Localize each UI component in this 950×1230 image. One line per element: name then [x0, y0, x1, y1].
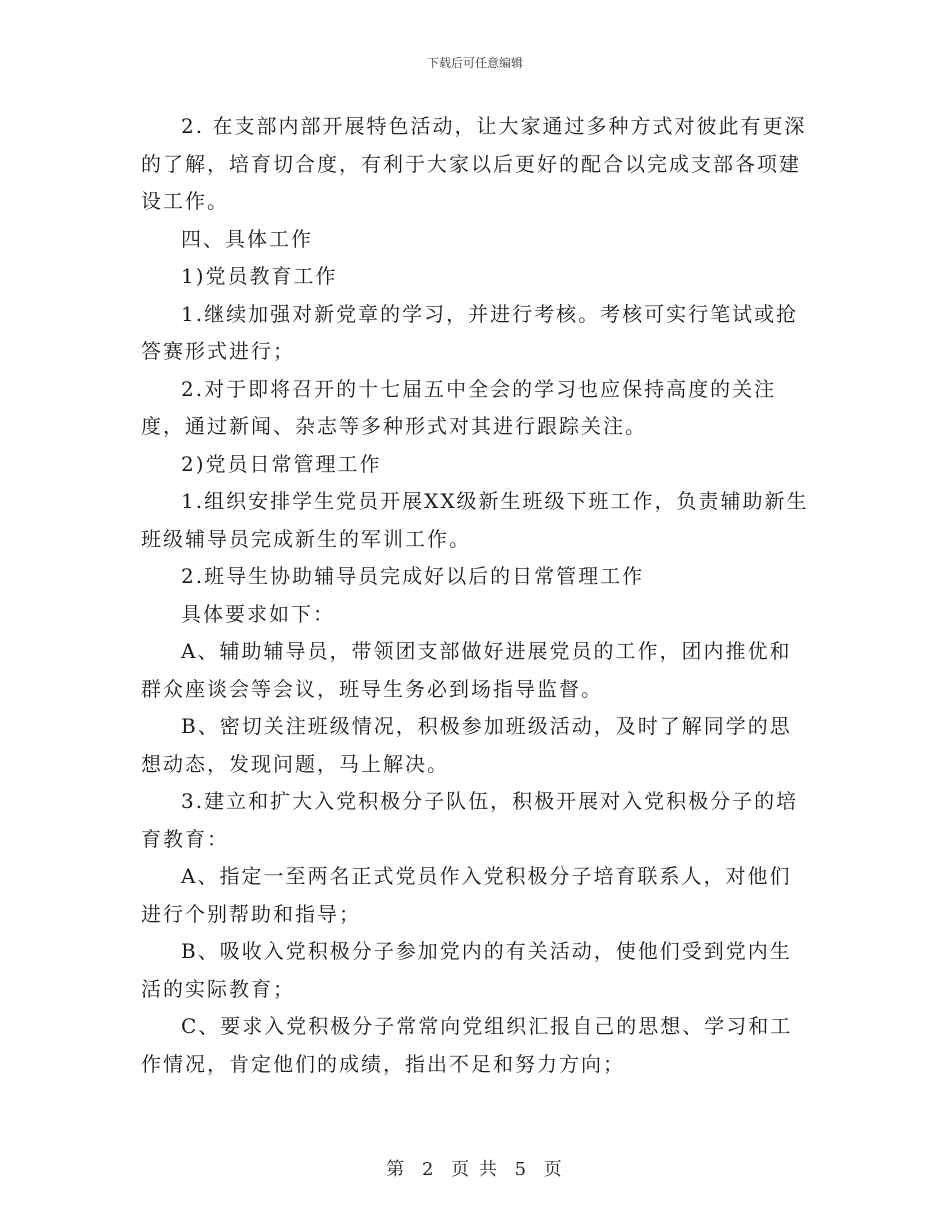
page-number-suffix: 页	[543, 1159, 564, 1180]
page-number-prefix: 第	[386, 1159, 407, 1180]
paragraph: 2. 在支部内部开展特色活动，让大家通过多种方式对彼此有更深的了解，培育切合度，有利于大家以后更好的配合以完成支部各项建设工作。	[141, 114, 807, 213]
page-header	[0, 54, 950, 71]
paragraph: 1.组织安排学生党员开展XX级新生班级下班工作，负责辅助新生班级辅导员完成新生的军训工作。	[141, 489, 809, 551]
paragraph: B、密切关注班级情况，积极参加班级活动，及时了解同学的思想动态，发现问题，马上解决。	[141, 714, 792, 776]
paragraph: 3.建立和扩大入党积极分子队伍，积极开展对入党积极分子的培育教育：	[141, 789, 799, 851]
document-body	[141, 108, 809, 1083]
page-number-middle: 页 共	[451, 1159, 499, 1180]
paragraph: 2.对于即将召开的十七届五中全会的学习也应保持高度的关注度，通过新闻、杂志等多种形式对其进行跟踪关注。	[141, 376, 777, 438]
paragraph: 具体要求如下：	[181, 601, 335, 626]
subsection-heading: 2)党员日常管理工作	[181, 451, 382, 476]
paragraph: B、吸收入党积极分子参加党内的有关活动，使他们受到党内生活的实际教育；	[141, 939, 792, 1001]
page-number-total: 5	[514, 1159, 529, 1180]
page-footer	[0, 1155, 950, 1181]
section-heading: 四、具体工作	[181, 226, 313, 251]
paragraph: 1.继续加强对新党章的学习，并进行考核。考核可实行笔试或抢答赛形式进行；	[141, 301, 799, 363]
header-text: 下载后可任意编辑	[426, 56, 523, 70]
paragraph: A、辅助辅导员，带领团支部做好进展党员的工作，团内推优和群众座谈会等会议，班导生务必到场指导监督。	[141, 639, 792, 701]
subsection-heading: 1)党员教育工作	[181, 264, 338, 288]
paragraph: 2.班导生协助辅导员完成好以后的日常管理工作	[181, 564, 645, 588]
paragraph: A、指定一至两名正式党员作入党积极分子培育联系人，对他们进行个别帮助和指导；	[141, 864, 792, 926]
paragraph: C、要求入党积极分子常常向党组织汇报自己的思想、学习和工作情况，肯定他们的成绩，指出不足和努力方向；	[141, 1014, 793, 1076]
page-number-current: 2	[421, 1159, 436, 1180]
